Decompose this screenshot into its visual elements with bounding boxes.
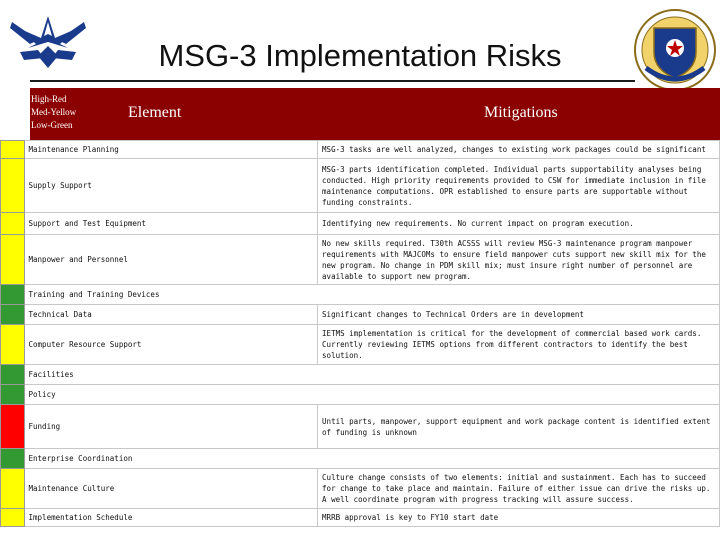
status-cell — [1, 213, 25, 235]
table-row — [1, 141, 720, 159]
legend-med: Med-Yellow — [31, 107, 77, 117]
status-cell — [1, 449, 25, 469]
table-row — [1, 385, 720, 405]
table-row — [1, 305, 720, 325]
mitigation-cell: Identifying new requirements. No current impact on program execution. — [318, 213, 720, 235]
table-row — [1, 469, 720, 509]
status-cell — [1, 469, 25, 509]
element-cell: Supply Support — [24, 159, 318, 213]
legend-low: Low-Green — [31, 120, 73, 130]
title-divider — [30, 80, 635, 82]
status-cell — [1, 305, 25, 325]
element-cell: Facilities — [24, 365, 719, 385]
risk-table — [0, 140, 720, 527]
mitigation-cell: Culture change consists of two elements: initial and sustainment. Each has to succeed for change to take place and maintain. Failure of either issue can drive the risks up. A well coordinate program with progress tracking will assure success. — [318, 469, 720, 509]
status-cell — [1, 405, 25, 449]
mitigation-cell: Significant changes to Technical Orders are in development — [318, 305, 720, 325]
legend-high: High-Red — [31, 94, 67, 104]
status-cell — [1, 385, 25, 405]
mitigation-cell: MSG-3 tasks are well analyzed, changes to existing work packages could be significant — [318, 141, 720, 159]
risk-legend — [31, 93, 76, 132]
element-cell: Computer Resource Support — [24, 325, 318, 365]
mitigation-cell: MSG-3 parts identification completed. Individual parts supportability analyses being conducted. High priority requirements provided to CSW for immediate inclusion in file maintenance computations. OPR established to ensure parts are supportable without funding constraints. — [318, 159, 720, 213]
mitigation-cell: IETMS implementation is critical for the development of commercial based work cards. Currently reviewing IETMS options from different contractors to identify the best solution. — [318, 325, 720, 365]
element-cell: Maintenance Planning — [24, 141, 318, 159]
table-row — [1, 325, 720, 365]
mitigation-cell: Until parts, manpower, support equipment and work package content is identified extent of funding is unknown — [318, 405, 720, 449]
table-row — [1, 509, 720, 527]
status-cell — [1, 509, 25, 527]
element-cell: Funding — [24, 405, 318, 449]
element-cell: Maintenance Culture — [24, 469, 318, 509]
element-cell: Policy — [24, 385, 719, 405]
element-cell: Manpower and Personnel — [24, 235, 318, 285]
element-cell: Training and Training Devices — [24, 285, 719, 305]
status-cell — [1, 141, 25, 159]
mitigation-cell: No new skills required. T30th ACSSS will review MSG-3 maintenance program manpower requirements with MAJCOMs to ensure field manpower cuts support new skill mix for the new program. No change in PDM skill mix; must insure right number of personnel are available to support new program. — [318, 235, 720, 285]
table-row — [1, 449, 720, 469]
table-row — [1, 235, 720, 285]
page-title: MSG-3 Implementation Risks — [158, 38, 562, 73]
table-row — [1, 159, 720, 213]
status-cell — [1, 235, 25, 285]
status-cell — [1, 325, 25, 365]
element-cell: Implementation Schedule — [24, 509, 318, 527]
element-cell: Support and Test Equipment — [24, 213, 318, 235]
status-cell — [1, 285, 25, 305]
status-cell — [1, 159, 25, 213]
table-row — [1, 213, 720, 235]
status-cell — [1, 365, 25, 385]
mitigation-cell: MRRB approval is key to FY10 start date — [318, 509, 720, 527]
table-row — [1, 285, 720, 305]
header-element: Element — [128, 104, 182, 121]
header-mitigations: Mitigations — [484, 104, 558, 121]
table-row — [1, 405, 720, 449]
element-cell: Technical Data — [24, 305, 318, 325]
table-row — [1, 365, 720, 385]
element-cell: Enterprise Coordination — [24, 449, 719, 469]
